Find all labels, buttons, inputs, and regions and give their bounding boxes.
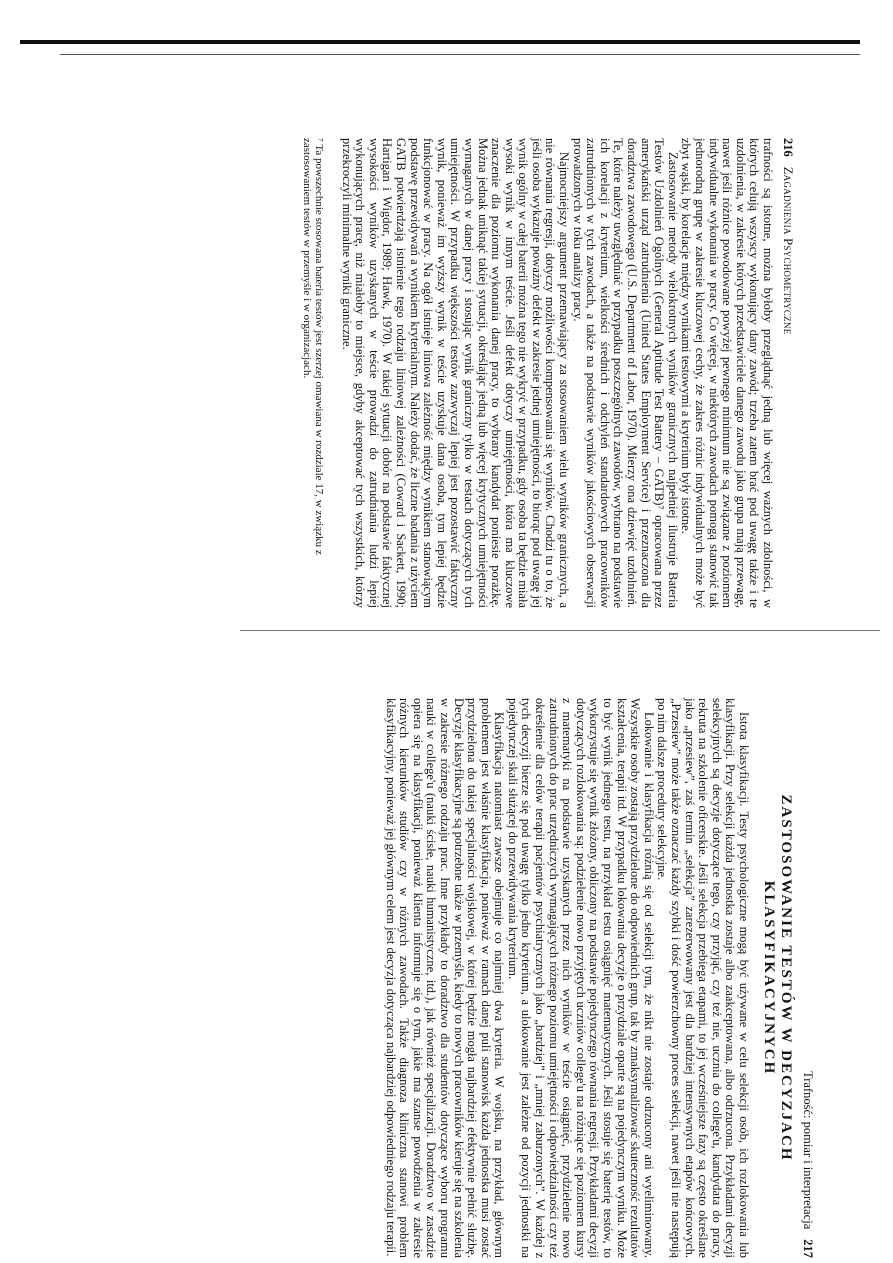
section-title: ZASTOSOWANIE TESTÓW W DECYZJACH KLASYFIKACYJNYCH: [761, 794, 794, 1162]
page-217-header: [800, 698, 815, 1258]
footnote: ⁷ Ta powszechnie stosowana bateria testów jest szerzej omawiana w rozdziale 17, w związku z zastosowaniem testów w przemyśle i w organizacjach.: [300, 138, 325, 555]
page-217: [383, 698, 815, 1258]
page-216: [300, 138, 795, 608]
paragraph: Najmocniejszy argument przemawiający za stosowaniem wielu wyników granicznych, a nie równania regresji, dotyczy możliwości kompensowania się wyników. Chodzi tu o to, że jeśli osoba wykazuje poważny defekt w zakresie jednej umiejętności, to biorąc pod uwagę jej wynik ogólny w całej baterii można tego nie wykryć w przypadku, gdy osoba ta będzie miała wysoki wynik w innym teście. Jeśli defekt dotyczy umiejętności, która ma kluczowe znaczenie dla poziomu wykonania danej pracy, to wybrany kandydat poniesie porażkę. Można jednak uniknąć takiej sytuacji, określając jedną lub więcej krytycznych umiejętności wymaganych w danej pracy i stosując wynik graniczny tylko w testach dotyczących tych umiejętności. W przypadku większości testów zazwyczaj lepiej jest pozostawić faktyczny wynik, ponieważ im wyższy wynik w teście uzyskuje dana osoba, tym lepiej będzie funkcjonować w pracy. Na ogół istnieje liniowa zależność między wynikiem stanowiącym podstawę przewidywań a wynikiem kryterialnym. Należy dodać, że liczne badania z użyciem GATB potwierdzają istnienie tego rodzaju liniowej zależności (Coward i Sackett, 1990; Hartigan i Wigdor, 1989; Hawk, 1970). W takiej sytuacji dobór na podstawie faktycznej wysokości wyników uzyskanych w teście prowadzi do zatrudniania ludzi lepiej wykonujących pracę, niż miałoby to miejsce, gdyby akceptować tych wszystkich, którzy przekroczyli minimalne wyniki graniczne.: [339, 138, 572, 608]
page-216-header: [780, 138, 795, 608]
running-head: Trafność: pomiar i interpretacja: [801, 1071, 815, 1230]
page-separator-rule: [240, 630, 880, 631]
page-number: 217: [801, 1239, 815, 1258]
paragraph: Klasyfikacja natomiast zawsze obejmuje co najmniej dwa kryteria. W wojsku, na przykład, głównym problemem jest właśnie klasyfikacja, ponieważ w ramach danej puli stanowisk każda jednostka musi zostać przydzielona do takiej specjalności wojskowej, w której będzie mogła najbardziej efektywnie pełnić służbę. Decyzje klasyfikacyjne są potrzebne także w przemyśle, kiedy to nowych pracowników kieruje się na szkolenia w zakresie różnego rodzaju prac. Inne przykłady to doradztwo dla studentów dotyczące wyboru programu nauki w college'u (nauki ścisłe, nauki humanistyczne, itd.), jak również specjalizacji. Doradztwo w zasadzie opiera się na klasyfikacji, ponieważ klienta informuje się o tym, jakie ma szanse powodzenia w zakresie różnych kierunków studiów czy w różnych zawodach. Także diagnoza kliniczna stanowi problem klasyfikacyjny, ponieważ jej głównym celem jest decyzja dotycząca najbardziej odpowiedniego rodzaju terapii.: [383, 698, 507, 1258]
paragraph: Istota klasyfikacji. Testy psychologiczne mogą być używane w celu selekcji osób, ich rozlokowania lub klasyfikacji. Przy selekcji każda jednostka zostaje albo zaakceptowana, albo odrzucona. Przykładami decyzji selekcyjnych są decyzje dotyczące tego, czy przyjąć, czy też nie, ucznia do college'u, kandydata do pracy, rekruta na szkolenie oficerskie. Jeśli selekcja przebiega etapami, to jej wcześniejsze fazy są często określane jako „przesiew”, zaś termin „selekcja” zarezerwowany jest dla bardziej intensywnych etapów końcowych. „Przesiew” może także oznaczać każdy szybki i dość powierzchowny proces selekcji, nawet jeśli nie następują po nim dalsze procedury selekcyjne.: [655, 698, 751, 1258]
running-head: Zagadnienia Psychometryczne: [781, 166, 795, 335]
paragraph: Lokowanie i klasyfikacja różnią się od selekcji tym, że nikt nie zostaje odrzucony ani wyeliminowany. Wszystkie osoby zostają przydzielone do odpowiednich grup, tak by zmaksymalizować skuteczność rezultatów kształcenia, terapii itd. W przypadku lokowania decyzje o przydziale oparte są na pojedynczym wyniku. Może to być wynik jednego testu, na przykład testu osiągnięć matematycznych. Jeśli stosuje się baterię testów, to wykorzystuje się wynik złożony, obliczony na podstawie pojedynczego równania regresji. Przykładami decyzji dotyczących rozlokowania są: podzielenie nowo przyjętych uczniów college'u na różniące się poziomem kursy z matematyki na podstawie uzyskanych przez nich wyników w teście osiągnięć, przydzielenie nowo zatrudnionych do prac urzędniczych wymagających różnego poziomu umiejętności i odpowiedzialności czy też określenie dla celów terapii pacjentów psychiatrycznych jako „bardziej” i „mniej zaburzonych”. W każdej z tych decyzji bierze się pod uwagę tylko jedno kryterium, a ulokowanie jest zależne od pozycji jednostki na pojedynczej skali służącej do przewidywania kryterium.: [505, 698, 656, 1258]
page-number: 216: [781, 138, 795, 157]
top-edge-rule: [20, 40, 860, 44]
top-edge-rule-thin: [60, 54, 860, 55]
paragraph: Zastosowanie metody wielokrotnych wyników granicznych najpełniej ilustruje Bateria Testów Uzdolnień Ogólnych (General Aptitude Test Battery – GATB)⁷ opracowana przez amerykański urząd zatrudnienia (United States Employment Service) i przeznaczona dla doradztwa zawodowego (U.S. Department of Labor, 1970). Mierzy ona dziewięć uzdolnień. Te, które należy uwzględniać w przypadku poszczególnych zawodów, wybrano na podstawie ich korelacji z kryterium, wielkości średnich i odchyleń standardowych pracowników zatrudnionych w tych zawodach, a także na podstawie wyników jakościowych obserwacji prowadzonych w toku analizy pracy.: [570, 138, 680, 608]
paragraph: trafności są istotne, można byłoby przeglądnąć jedną lub więcej ważnych zdolności, w których celują wszyscy wykonujący dany zawód; trzeba zatem brać pod uwagę także i te uzdolnienia, w zakresie których przedstawiciele danego zawodu jako grupa mają przewagę, nawet jeśli różnice powodowane powyżej pewnego minimum nie są związane z poziomem indywidualne wykonania w pracy. Co więcej, w niektórych zawodach pomogą stanowić tak jednorodną grupę w zakresie kluczowej cechy, że zakres różnic indywidualnych może być zbyt wąski, by korelacje między wynikami testowymi a kryterium były istotne.: [679, 138, 775, 608]
